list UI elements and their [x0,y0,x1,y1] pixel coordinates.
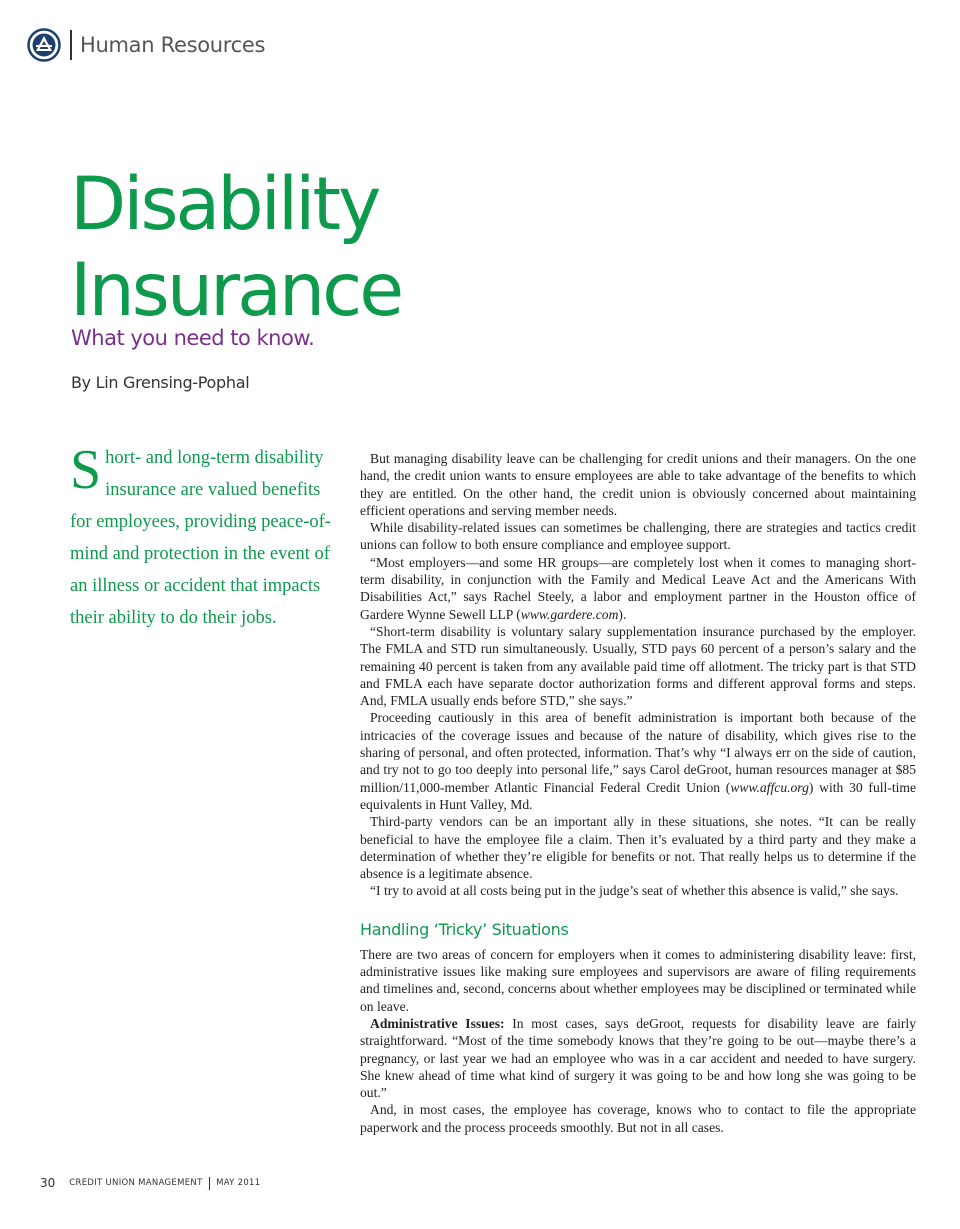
pull-quote [70,439,340,634]
article-byline: By Lin Grensing-Pophal [71,373,250,392]
pull-quote-text: hort- and long-term disability insurance are valued benefits for employees, providing peace-of-mind and protection in the event of an illness or accident that impacts their ability to do their jobs. [70,448,331,628]
section-subhead: Handling ‘Tricky’ Situations [360,919,569,939]
page-footer [40,1176,260,1190]
body-paragraph: “I try to avoid at all costs being put in the judge’s seat of whether this absence is valid,” she says. [370,883,899,899]
title-line-2: Insurance [70,248,402,333]
article-title [70,162,401,334]
issue-date: MAY 2011 [216,1178,261,1188]
body-paragraph: Proceeding cautiously in this area of benefit administration is important both because of the intricacies of the coverage issues and because of the nature of disability, which gives rise to the sharing of personal, and often protected, information. That’s why “I always err on the side of caution, and try not to go too deeply into personal life,” says Carol deGroot, human resources manager at $85 million/11,000-member Atlantic Financial Federal Credit Union (www.affcu.org) with 30 full-time equivalents in Hunt Valley, Md. [360,710,916,812]
credit-union-logo-icon [27,28,61,62]
body-paragraph: There are two areas of concern for employers when it comes to administering disability leave: first, administrative issues like making sure employees and supervisors are aware of filing requirements and timelines and, second, concerns about whether employees may be disciplined or terminated while on leave. [360,946,916,1014]
drop-cap: S [70,439,102,501]
page-number: 30 [40,1176,56,1190]
gardere-link[interactable]: www.gardere.com [520,606,619,622]
body-paragraph: While disability-related issues can sometimes be challenging, there are strategies and tactics credit unions can follow to both ensure compliance and employee support. [360,520,916,553]
header-divider [70,30,72,60]
title-line-1: Disability [70,162,379,247]
body-paragraph: Third-party vendors can be an important ally in these situations, she notes. “It can be really beneficial to have the employee file a claim. Then it’s evaluated by a third party and they make a determination of whether they’re eligible for benefits or not. That really helps us to determine if the absence is a legitimate absence. [360,814,916,882]
body-paragraph: “Most employers—and some HR groups—are completely lost when it comes to managing short-term disability, in conjunction with the Family and Medical Leave Act and the Americans With Disabilities Act,” says Rachel Steely, a labor and employment partner in the Houston office of Gardere Wynne Sewell LLP (www.gardere.com). [360,554,916,622]
section-label: Human Resources [80,33,266,57]
footer-divider [209,1177,211,1190]
body-paragraph: And, in most cases, the employee has coverage, knows who to contact to file the appropriate paperwork and the process proceeds smoothly. But not in all cases. [360,1102,916,1135]
affcu-link[interactable]: www.affcu.org [730,779,809,795]
publication-name: CREDIT UNION MANAGEMENT [69,1178,203,1188]
body-paragraph: Administrative Issues: In most cases, says deGroot, requests for disability leave are fairly straightforward. “Most of the time somebody knows that they’re going to be out—maybe there’s a pregnancy, or last year we had an employee who was in a car accident and needed to have surgery. She knew ahead of time what kind of surgery it was going to be and how long she was going to be out.” [360,1015,916,1101]
body-paragraph: But managing disability leave can be challenging for credit unions and their managers. On the one hand, the credit union wants to ensure employees are able to take advantage of the benefits to which they are entitled. On the other hand, the credit union is obviously concerned about maintaining efficient operations and serving member needs. [360,451,916,518]
body-paragraph: “Short-term disability is voluntary salary supplementation insurance purchased by the employer. The FMLA and STD run simultaneously. Usually, STD pays 60 percent of a person’s salary and the remaining 40 percent is taken from any available paid time off allotment. The tricky part is that STD and FMLA each have separate doctor authorization forms and different approval forms and steps. And, FMLA usually ends before STD,” she says.” [360,623,916,709]
article-body [360,450,916,1136]
page-header [27,28,265,62]
run-in-heading: Administrative Issues: [370,1015,505,1031]
article-subtitle: What you need to know. [71,326,315,350]
